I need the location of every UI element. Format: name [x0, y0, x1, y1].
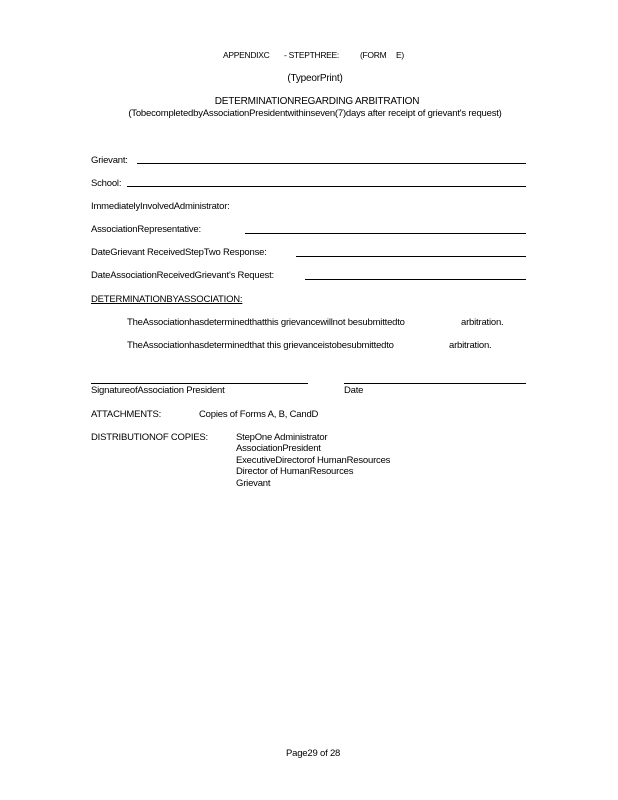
- distribution-item: AssociationPresident: [236, 443, 321, 454]
- option-not-submitted-end: arbitration.: [461, 317, 504, 328]
- determination-heading: DETERMINATIONBYASSOCIATION:: [91, 294, 243, 305]
- option-submitted-end: arbitration.: [449, 340, 492, 351]
- request-date-field[interactable]: [305, 279, 526, 280]
- step-two-date-label: DateGrievant ReceivedStepTwo Response:: [91, 247, 267, 258]
- option-submitted[interactable]: TheAssociationhasdeterminedthat this grievanceistobesubmittedto: [127, 340, 394, 351]
- option-not-submitted[interactable]: TheAssociationhasdeterminedthatthis grievancewillnot besubmittedto: [127, 317, 405, 328]
- signature-label: SignatureofAssociation President: [91, 385, 225, 396]
- school-label: School:: [91, 178, 122, 189]
- distribution-item: Director of HumanResources: [236, 466, 354, 477]
- distribution-item: Grievant: [236, 478, 271, 489]
- request-date-label: DateAssociationReceivedGrievant's Request:: [91, 270, 274, 281]
- distribution-item: ExecutiveDirectorof HumanResources: [236, 455, 391, 466]
- grievant-label: Grievant:: [91, 155, 128, 166]
- attachments-value: Copies of Forms A, B, CandD: [199, 409, 319, 420]
- date-label: Date: [344, 385, 364, 396]
- step-two-date-field[interactable]: [296, 256, 526, 257]
- representative-field[interactable]: [245, 233, 526, 234]
- representative-label: AssociationRepresentative:: [91, 224, 201, 235]
- step-label: - STEPTHREE:: [284, 50, 339, 60]
- administrator-label: ImmediatelyInvolvedAdministrator:: [91, 201, 230, 212]
- form-letter: E): [396, 50, 404, 60]
- appendix-label: APPENDIXC: [223, 50, 270, 60]
- school-field[interactable]: [127, 186, 526, 187]
- page-title: DETERMINATIONREGARDING ARBITRATION: [214, 96, 420, 107]
- date-field[interactable]: [344, 383, 526, 384]
- type-or-print: (TypeorPrint): [287, 73, 343, 84]
- attachments-label: ATTACHMENTS:: [91, 409, 162, 420]
- page-number: Page29 of 28: [286, 748, 341, 759]
- form-label: (FORM: [360, 50, 387, 60]
- grievant-field[interactable]: [137, 163, 526, 164]
- distribution-item: StepOne Administrator: [236, 432, 328, 443]
- signature-field[interactable]: [91, 383, 308, 384]
- distribution-label: DISTRIBUTIONOF COPIES:: [91, 432, 208, 443]
- page-subtitle: (TobecompletedbyAssociationPresidentwithinseven(7)days after receipt of grievant's request): [128, 108, 502, 119]
